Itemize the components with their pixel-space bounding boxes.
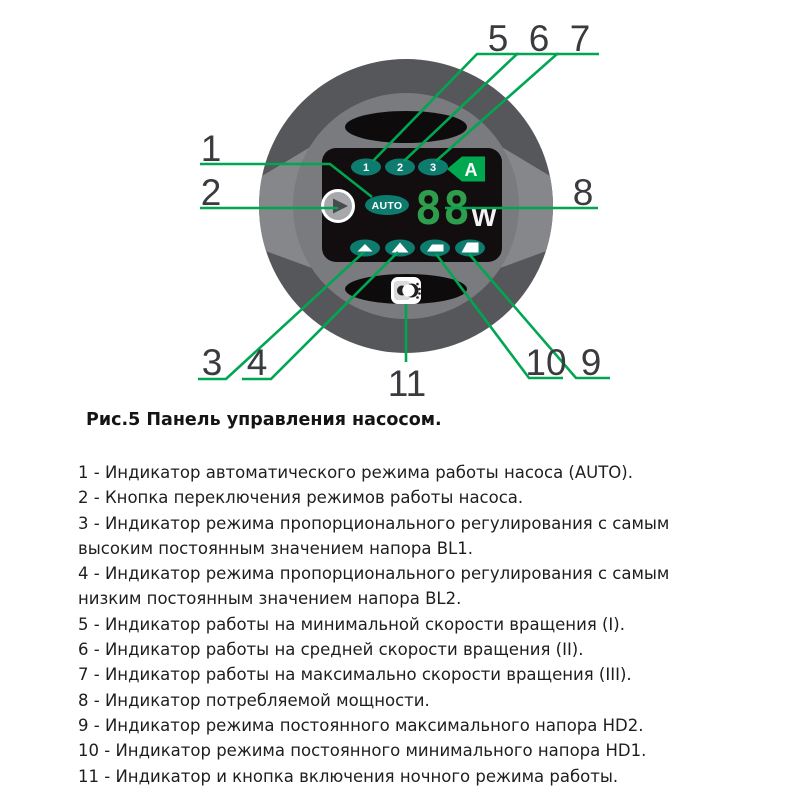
legend-item-5: 5 - Индикатор работы на минимальной скорости вращения (I). [78, 614, 625, 634]
callout-number-2: 2 [200, 172, 222, 213]
callout-number-9: 9 [580, 342, 602, 383]
night-mode-button [391, 277, 421, 304]
legend-item-3: 3 - Индикатор режима пропорционального регулирования с самым высоким постоянным значением напора BL1. [78, 513, 670, 558]
legend-item-6: 6 - Индикатор работы на средней скорости вращения (II). [78, 640, 584, 660]
speed-indicator-2-label: 2 [396, 162, 404, 174]
legend-item-7: 7 - Индикатор работы на максимально скорости вращения (III). [78, 665, 632, 685]
auto-indicator [365, 195, 409, 215]
callout-number-4: 4 [246, 342, 268, 383]
callout-number-1: 1 [200, 128, 222, 169]
energy-class-badge-label: A [464, 160, 478, 180]
power-unit: W [471, 202, 497, 232]
callout-number-10: 10 [525, 342, 567, 383]
legend-list [78, 460, 723, 789]
legend-item-1: 1 - Индикатор автоматического режима работы насоса (AUTO). [78, 463, 633, 482]
legend-item-10: 10 - Индикатор режима постоянного минимального напора HD1. [78, 741, 647, 761]
legend-item-11: 11 - Индикатор и кнопка включения ночного режима работы. [78, 766, 619, 786]
moon-tooth [418, 288, 421, 291]
callout-number-5: 5 [487, 18, 509, 59]
legend-item-4: 4 - Индикатор режима пропорционального регулирования с самым низким постоянным значением напора BL2. [78, 564, 670, 609]
legend-item-9: 9 - Индикатор режима постоянного максимального напора HD2. [78, 715, 644, 735]
speed-indicator-3-label: 3 [429, 162, 437, 174]
callout-number-3: 3 [201, 342, 223, 383]
speed-indicator-1-label: 1 [362, 162, 370, 174]
moon-tooth [416, 296, 419, 299]
callout-number-8: 8 [572, 172, 594, 213]
auto-indicator-label: AUTO [371, 200, 403, 212]
power-value: 88 [414, 182, 472, 235]
legend-item-2: 2 - Кнопка переключения режимов работы насоса. [78, 488, 524, 508]
figure-caption: Рис.5 Панель управления насосом. [86, 410, 442, 430]
callout-number-6: 6 [528, 18, 550, 59]
callout-number-11: 11 [387, 363, 427, 404]
callout-number-7: 7 [569, 18, 591, 59]
mode-switch-button [323, 191, 354, 222]
moon-tooth [418, 292, 421, 295]
moon-tooth [416, 283, 419, 286]
moon-icon-cutout [402, 284, 414, 296]
legend-item-8: 8 - Индикатор потребляемой мощности. [78, 690, 430, 710]
